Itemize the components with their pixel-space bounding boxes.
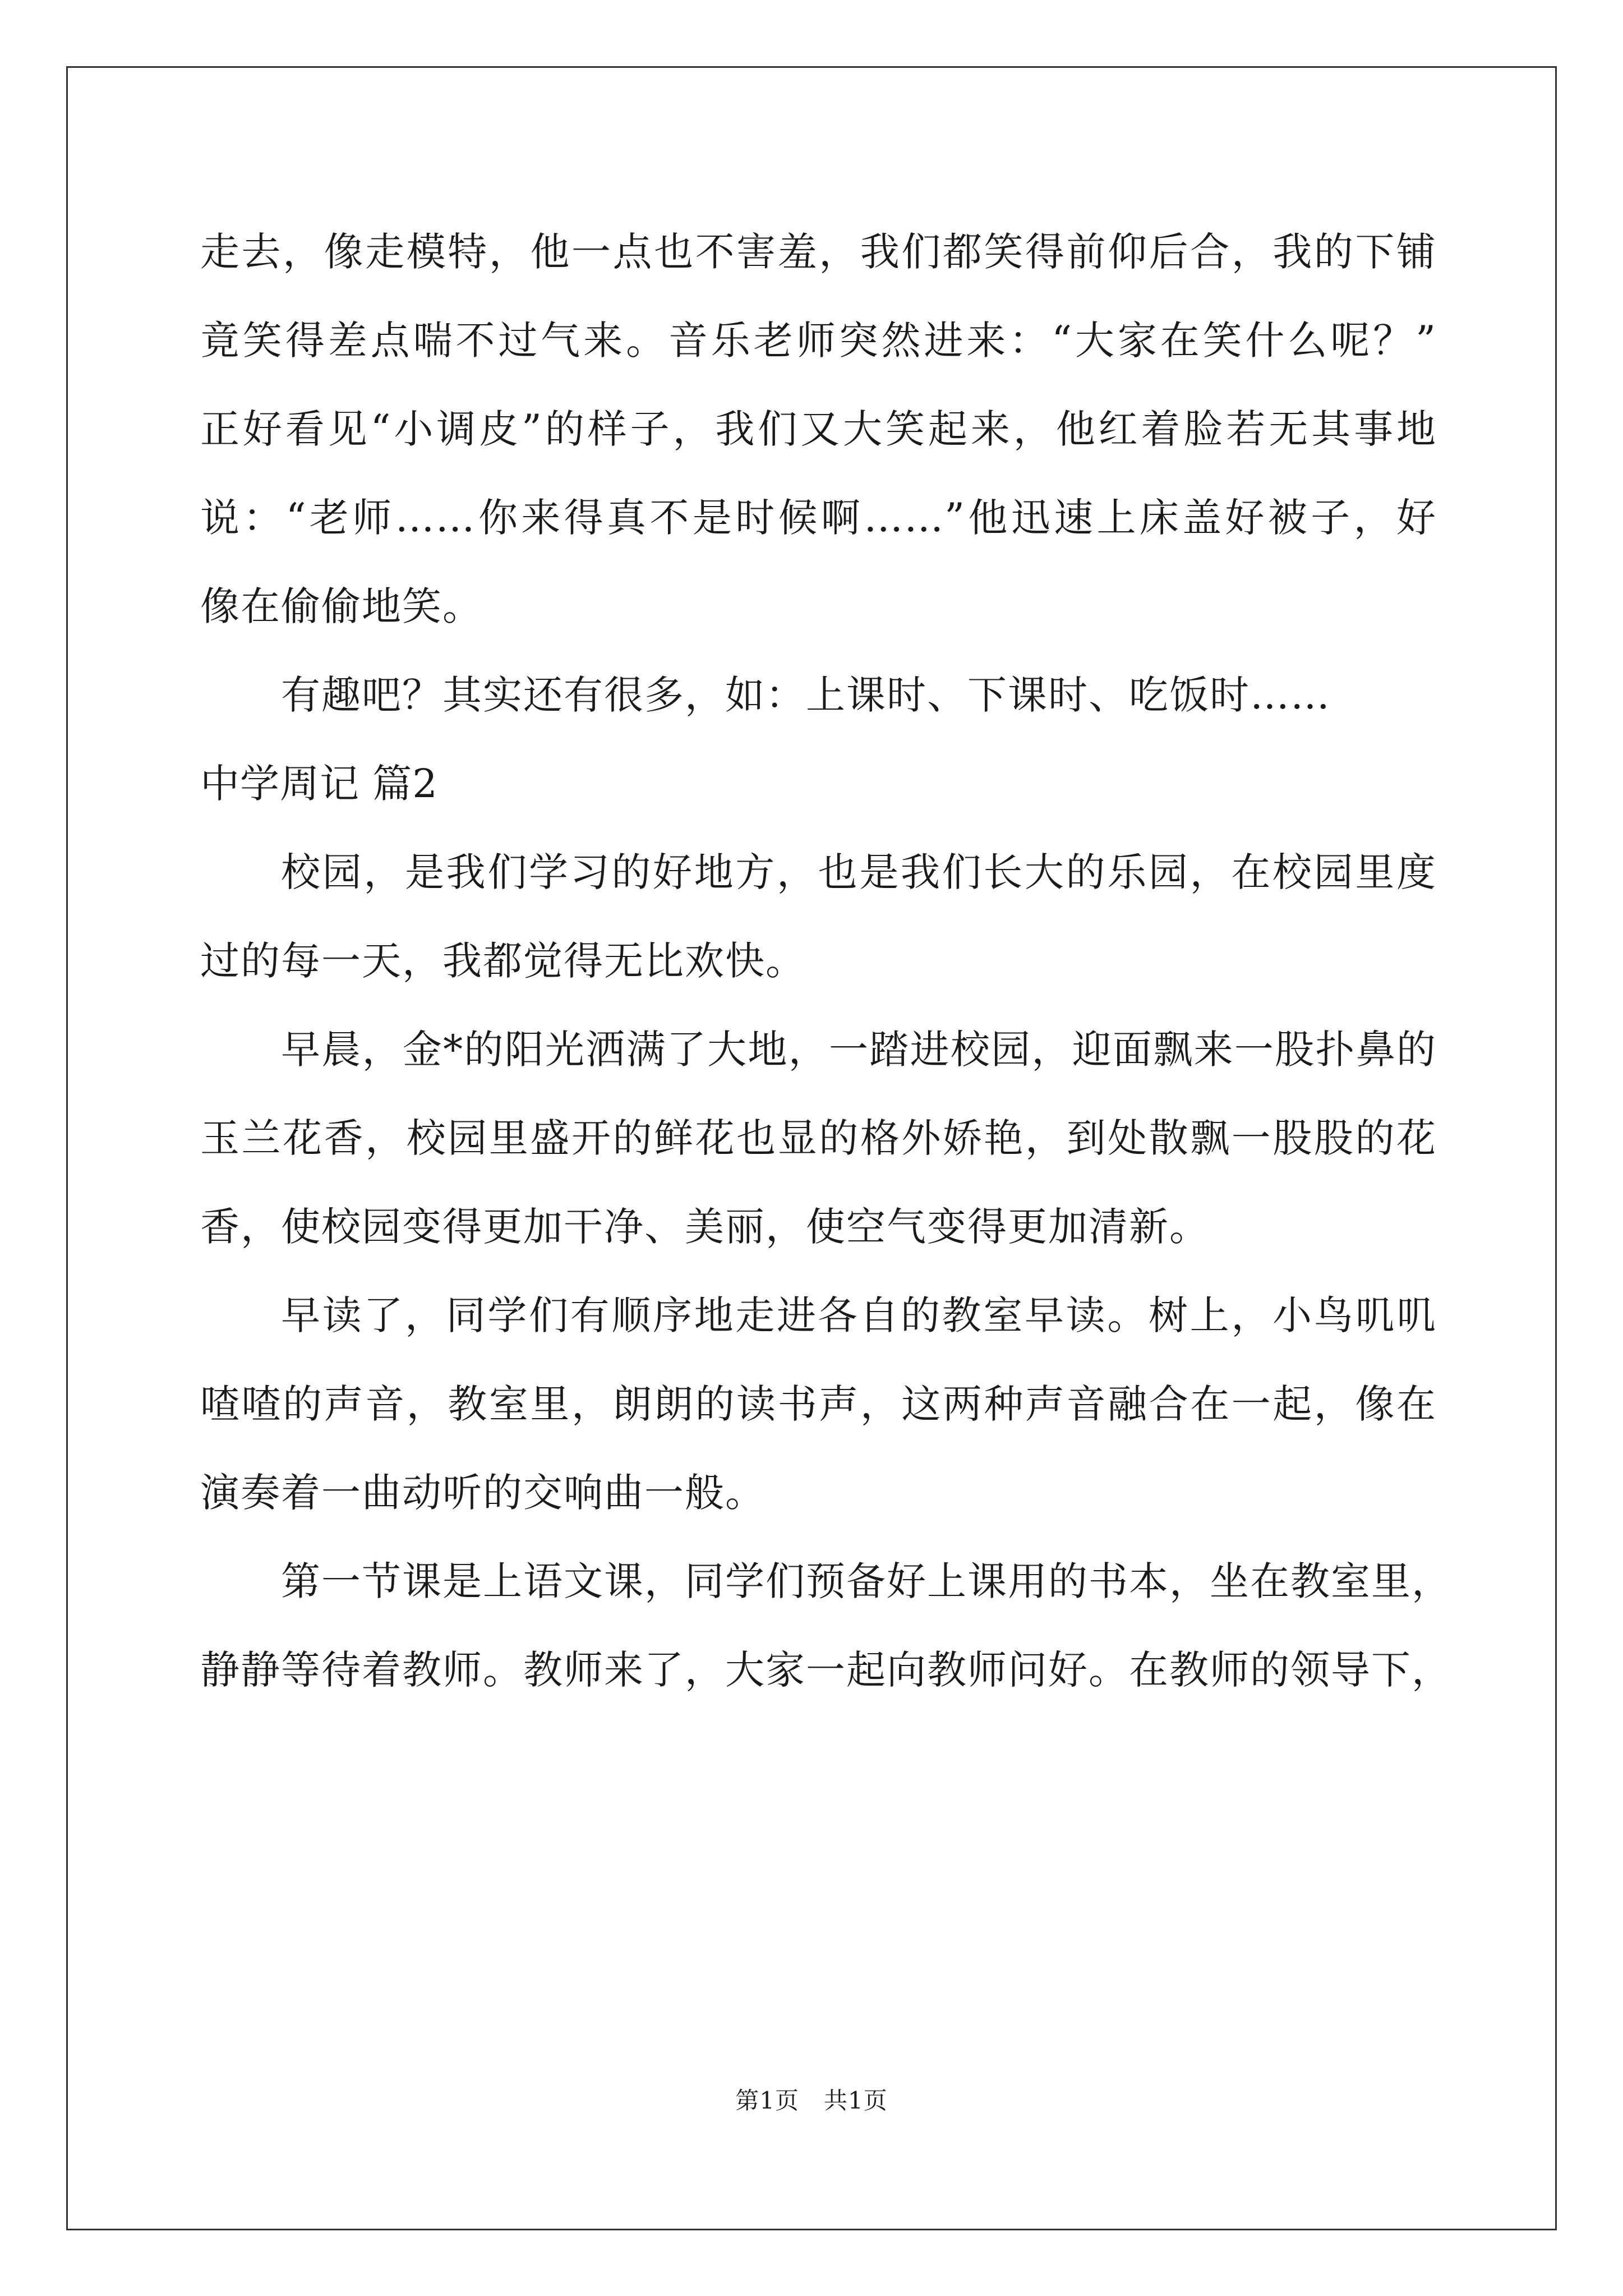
paragraph-line: 第一节课是上语文课，同学们预备好上课用的书本，坐在教室里， (281, 1558, 1452, 1604)
paragraph-line: 演奏着一曲动听的交响曲一般。 (200, 1470, 766, 1516)
paragraph-line: 喳喳的声音，教室里，朗朗的读书声，这两种声音融合在一起，像在 (200, 1381, 1437, 1427)
section-heading: 中学周记 篇2 (200, 761, 438, 807)
paragraph-line: 说：“老师……你来得真不是时候啊……”他迅速上床盖好被子，好 (200, 495, 1437, 541)
paragraph-line: 有趣吧？其实还有很多，如：上课时、下课时、吃饭时…… (281, 672, 1331, 718)
paragraph-line: 像在偷偷地笑。 (200, 583, 483, 629)
page-total: 共1页 (824, 2087, 888, 2114)
paragraph-line: 走去，像走模特，他一点也不害羞，我们都笑得前仰后合，我的下铺 (200, 229, 1437, 275)
paragraph-line: 校园，是我们学习的好地方，也是我们长大的乐园，在校园里度 (281, 849, 1437, 895)
paragraph-line: 竟笑得差点喘不过气来。音乐老师突然进来：“大家在笑什么呢？” (200, 318, 1437, 364)
paragraph-line: 过的每一天，我都觉得无比欢快。 (200, 938, 806, 984)
page-number: 第1页 (735, 2087, 799, 2114)
page-footer (0, 2084, 1623, 2118)
paragraph-line: 玉兰花香，校园里盛开的鲜花也显的格外娇艳，到处散飘一股股的花 (200, 1115, 1437, 1161)
paragraph-line: 香，使校园变得更加干净、美丽，使空气变得更加清新。 (200, 1204, 1210, 1250)
paragraph-line: 早晨，金*的阳光洒满了大地，一踏进校园，迎面飘来一股扑鼻的 (281, 1027, 1437, 1073)
paragraph-line: 静静等待着教师。教师来了，大家一起向教师问好。在教师的领导下， (200, 1647, 1452, 1693)
document-body (200, 208, 1452, 1714)
paragraph-line: 正好看见“小调皮”的样子，我们又大笑起来，他红着脸若无其事地 (200, 406, 1437, 452)
paragraph-line: 早读了，同学们有顺序地走进各自的教室早读。树上，小鸟叽叽 (281, 1292, 1437, 1338)
